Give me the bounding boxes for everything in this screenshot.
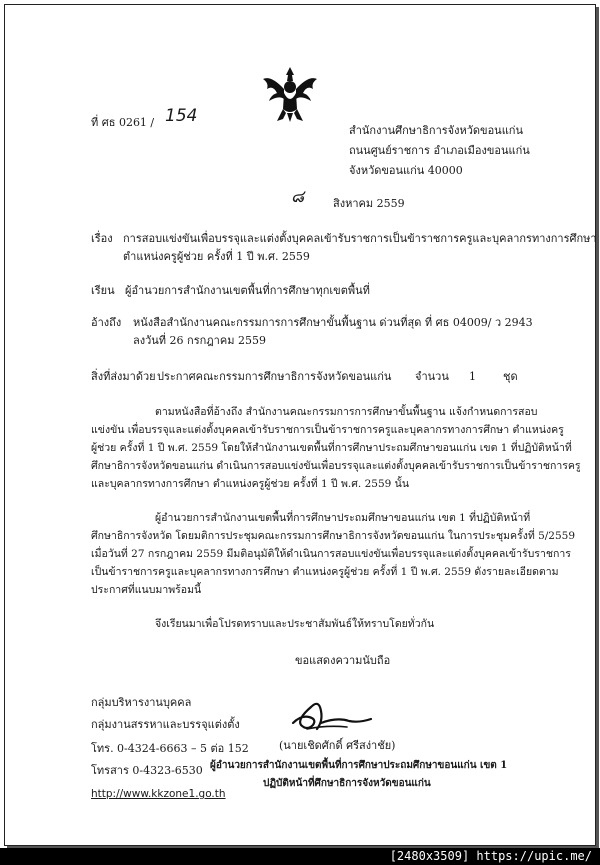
body-p1-line-2: แข่งขัน เพื่อบรรจุและแต่งตั้งบุคคลเข้ารับราชการเป็นข้าราชการครูและบุคลากรทางการศึกษา ตำแหน่งครู bbox=[91, 424, 564, 436]
document-page bbox=[4, 4, 596, 846]
date-day-handwritten: ๘ bbox=[291, 187, 305, 207]
contact-dept-1: กลุ่มบริหารงานบุคคล bbox=[91, 696, 192, 709]
office-line-2: ถนนศูนย์ราชการ อำเภอเมืองขอนแก่น bbox=[349, 144, 530, 157]
date-month-year: สิงหาคม 2559 bbox=[333, 197, 405, 210]
subject-line-2: ตำแหน่งครูผู้ช่วย ครั้งที่ 1 ปี พ.ศ. 2559 bbox=[123, 250, 310, 263]
image-host-watermark-bar bbox=[0, 848, 600, 865]
enclosure-text: ประกาศคณะกรรมการศึกษาธิการจังหวัดขอนแก่น bbox=[157, 370, 392, 383]
closing-salutation: ขอแสดงความนับถือ bbox=[295, 654, 391, 667]
office-line-1: สำนักงานศึกษาธิการจังหวัดขอนแก่น bbox=[349, 124, 523, 137]
body-p1-line-5: และบุคลากรทางการศึกษา ตำแหน่งครูผู้ช่วย ครั้งที่ 1 ปี พ.ศ. 2559 นั้น bbox=[91, 478, 409, 490]
body-p3: จึงเรียนมาเพื่อโปรดทราบและประชาสัมพันธ์ให้ทราบโดยทั่วกัน bbox=[155, 618, 435, 630]
to-label: เรียน bbox=[91, 284, 115, 297]
body-p1-line-1: ตามหนังสือที่อ้างถึง สำนักงานคณะกรรมการการศึกษาขั้นพื้นฐาน แจ้งกำหนดการสอบ bbox=[155, 406, 538, 418]
body-p2-line-1: ผู้อำนวยการสำนักงานเขตพื้นที่การศึกษาประถมศึกษาขอนแก่น เขต 1 ที่ปฏิบัติหน้าที่ bbox=[155, 512, 531, 524]
signer-position-line-1: ผู้อำนวยการสำนักงานเขตพื้นที่การศึกษาประถมศึกษาขอนแก่น เขต 1 bbox=[210, 760, 508, 771]
doc-number-label: ที่ ศธ 0261 / bbox=[91, 116, 155, 129]
reference-line-1: หนังสือสำนักงานคณะกรรมการการศึกษาขั้นพื้นฐาน ด่วนที่สุด ที่ ศธ 04009/ ว 2943 bbox=[133, 316, 533, 329]
signer-name: (นายเชิดศักดิ์ ศรีสง่าชัย) bbox=[279, 739, 396, 752]
doc-number-handwritten: 154 bbox=[165, 106, 198, 126]
contact-phone: โทร. 0-4324-6663 – 5 ต่อ 152 bbox=[91, 742, 249, 755]
reference-label: อ้างถึง bbox=[91, 316, 122, 329]
contact-fax: โทรสาร 0-4323-6530 bbox=[91, 764, 203, 777]
enclosure-label: สิ่งที่ส่งมาด้วย bbox=[91, 370, 156, 383]
body-p1-line-3: ผู้ช่วย ครั้งที่ 1 ปี พ.ศ. 2559 โดยให้สำนักงานเขตพื้นที่การศึกษาประถมศึกษาขอนแก่น เขต 1 ที่ปฏิบัติหน้าที่ bbox=[91, 442, 572, 454]
subject-line-1: การสอบแข่งขันเพื่อบรรจุและแต่งตั้งบุคคลเข้ารับราชการเป็นข้าราชการครูและบุคลากรทางการศึกษา bbox=[123, 232, 597, 245]
office-line-3: จังหวัดขอนแก่น 40000 bbox=[349, 164, 463, 177]
body-p2-line-4: เป็นข้าราชการครูและบุคลากรทางการศึกษา ตำแหน่งครูผู้ช่วย ครั้งที่ 1 ปี พ.ศ. 2559 ดังรายละเอียดตาม bbox=[91, 566, 559, 578]
body-p1-line-4: ศึกษาธิการจังหวัดขอนแก่น ดำเนินการสอบแข่งขันเพื่อบรรจุและแต่งตั้งบุคคลเข้ารับราชการเป็นข้าราชการครู bbox=[91, 460, 581, 472]
signer-position-line-2: ปฏิบัติหน้าที่ศึกษาธิการจังหวัดขอนแก่น bbox=[263, 778, 431, 789]
signature-image bbox=[287, 695, 377, 733]
body-p2-line-2: ศึกษาธิการจังหวัด โดยมติการประชุมคณะกรรมการศึกษาธิการจังหวัดขอนแก่น ในการประชุมครั้งที่ 5/2559 bbox=[91, 530, 576, 542]
body-p2-line-5: ประกาศที่แนบมาพร้อมนี้ bbox=[91, 584, 202, 596]
reference-line-2: ลงวันที่ 26 กรกฎาคม 2559 bbox=[133, 334, 266, 347]
image-host-watermark: [2480x3509] https://upic.me/ bbox=[389, 849, 592, 863]
enclosure-unit: ชุด bbox=[503, 370, 518, 383]
enclosure-qty-label: จำนวน bbox=[415, 370, 449, 383]
body-p2-line-3: เมื่อวันที่ 27 กรกฎาคม 2559 มีมติอนุมัติให้ดำเนินการสอบแข่งขันเพื่อบรรจุและแต่งตั้งบุคคลเข้ารับราชการ bbox=[91, 548, 571, 560]
contact-dept-2: กลุ่มงานสรรหาและบรรจุแต่งตั้ง bbox=[91, 718, 240, 731]
garuda-emblem bbox=[259, 65, 321, 123]
enclosure-qty: 1 bbox=[469, 370, 476, 383]
contact-website-link[interactable]: http://www.kkzone1.go.th bbox=[91, 788, 226, 800]
subject-label: เรื่อง bbox=[91, 232, 113, 245]
to-text: ผู้อำนวยการสำนักงานเขตพื้นที่การศึกษาทุกเขตพื้นที่ bbox=[125, 284, 370, 297]
